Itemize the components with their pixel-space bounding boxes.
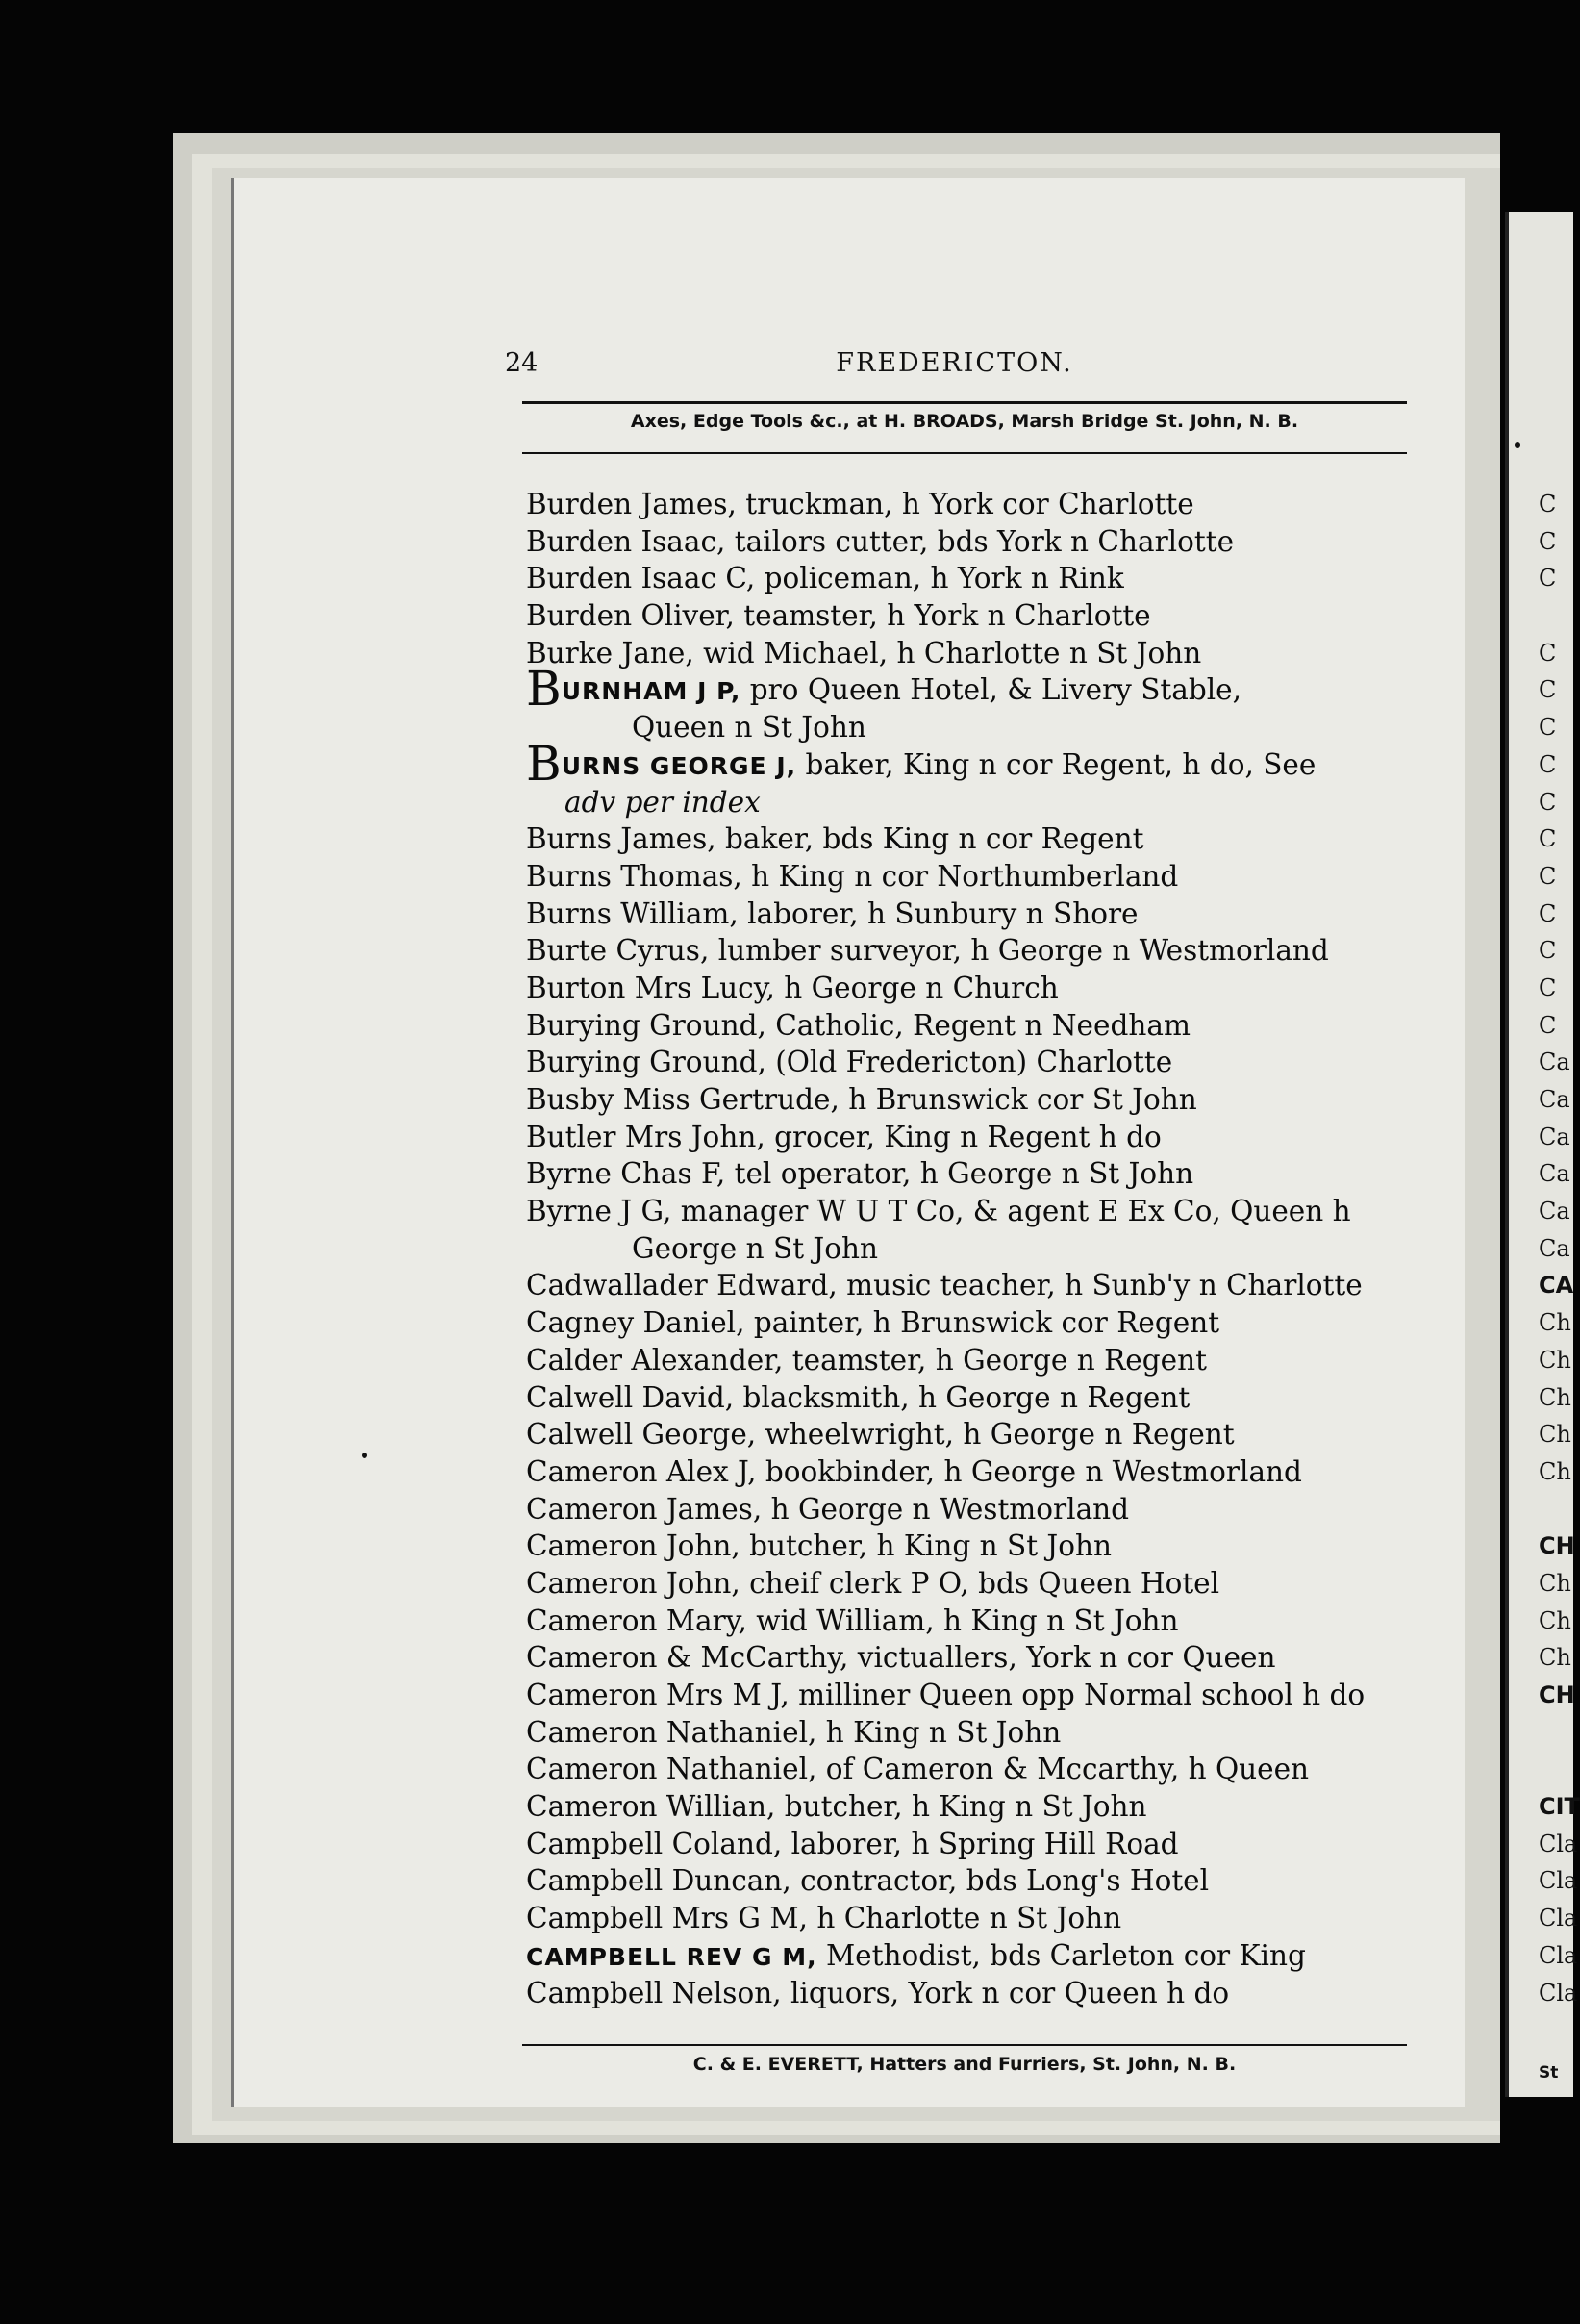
directory-entry xyxy=(526,1007,1420,1045)
directory-entry xyxy=(526,1826,1420,1863)
directory-entry xyxy=(526,1714,1420,1752)
entry-text: Cameron John, butcher, h King n St John xyxy=(526,1529,1113,1563)
facing-page-fragment: Cla xyxy=(1539,1867,1578,1895)
entry-text: Busby Miss Gertrude, h Brunswick cor St John xyxy=(526,1083,1197,1116)
facing-page-fragment: C xyxy=(1539,714,1557,742)
directory-entry xyxy=(526,1862,1420,1900)
directory-entry xyxy=(526,523,1420,561)
facing-page-fragment: Ca xyxy=(1539,1234,1570,1262)
entry-text: Burden Isaac, tailors cutter, bds York n Charlotte xyxy=(526,524,1235,558)
directory-entry xyxy=(526,1900,1420,1937)
facing-page-fragments xyxy=(1539,486,1580,2011)
entry-text: Cameron Nathaniel, h King n St John xyxy=(526,1715,1062,1749)
directory-entry xyxy=(526,784,1420,821)
directory-entry xyxy=(526,1379,1420,1417)
facing-page-fragment: Ch xyxy=(1539,1421,1571,1449)
directory-entry xyxy=(526,1788,1420,1826)
entry-text: Burns Thomas, h King n cor Northumberland xyxy=(526,859,1179,893)
entry-text: Calwell David, blacksmith, h George n Regent xyxy=(526,1380,1191,1414)
directory-entry xyxy=(526,1416,1420,1453)
entry-text: Cameron Alex J, bookbinder, h George n Westmorland xyxy=(526,1454,1302,1488)
entry-text: Burns William, laborer, h Sunbury n Shore xyxy=(526,897,1139,930)
directory-entry xyxy=(526,1453,1420,1491)
facing-page-fragment: Ca xyxy=(1539,1123,1570,1150)
directory-entry xyxy=(526,1193,1420,1230)
facing-page-fragment: Cla xyxy=(1539,1830,1578,1857)
entry-text: Calwell George, wheelwright, h George n Regent xyxy=(526,1418,1235,1452)
directory-entry xyxy=(526,1751,1420,1788)
entry-text: Campbell Duncan, contractor, bds Long's Hotel xyxy=(526,1864,1210,1898)
directory-entry xyxy=(526,1491,1420,1528)
entry-text: baker, King n cor Regent, h do, See xyxy=(796,747,1317,781)
entry-text: Burying Ground, (Old Fredericton) Charlotte xyxy=(526,1046,1173,1079)
facing-page-fragment: Ch xyxy=(1539,1569,1571,1597)
entry-text: Burden Oliver, teamster, h York n Charlotte xyxy=(526,599,1151,633)
facing-page-fragment: Cla xyxy=(1539,1941,1578,1969)
facing-page-fragment: CIT xyxy=(1539,1793,1580,1821)
ink-speck xyxy=(362,1452,367,1458)
drop-capital: B xyxy=(526,735,562,792)
directory-entry xyxy=(526,1565,1420,1603)
directory-entry xyxy=(526,1044,1420,1081)
directory-entry xyxy=(526,1342,1420,1379)
entry-bold-name: CAMPBELL REV G M, xyxy=(526,1942,817,1971)
entry-text: Cameron John, cheif clerk P O, bds Queen Hotel xyxy=(526,1566,1220,1600)
facing-page-fragment: C xyxy=(1539,899,1557,927)
directory-entry xyxy=(526,560,1420,597)
entry-text: Burden James, truckman, h York cor Charlotte xyxy=(526,488,1194,520)
directory-entry xyxy=(526,1677,1420,1714)
entry-text: Byrne J G, manager W U T Co, & agent E Ex Co, Queen h xyxy=(526,1195,1351,1228)
facing-page-fragment: Ch xyxy=(1539,1457,1571,1485)
facing-page-fragment: Ch xyxy=(1539,1644,1571,1672)
facing-page-fragment: Ch xyxy=(1539,1383,1571,1411)
facing-page-footer: St xyxy=(1539,2063,1559,2083)
directory-entry xyxy=(526,597,1420,635)
footer-rule xyxy=(522,2044,1407,2046)
directory-entry xyxy=(526,635,1420,672)
entry-text: Byrne Chas F, tel operator, h George n St John xyxy=(526,1157,1194,1191)
entry-text: Burte Cyrus, lumber surveyor, h George n Westmorland xyxy=(526,934,1329,968)
facing-page-fragment xyxy=(1539,1751,1580,1788)
directory-entry xyxy=(526,1119,1420,1156)
facing-page-fragment: CH xyxy=(1539,1681,1575,1708)
entry-text: Cameron Nathaniel, of Cameron & Mccarthy, h Queen xyxy=(526,1753,1310,1786)
directory-entry xyxy=(526,735,1420,792)
facing-page-fragment: Ca xyxy=(1539,1048,1570,1076)
directory-entry xyxy=(526,709,1420,746)
entry-text: Burton Mrs Lucy, h George n Church xyxy=(526,971,1059,1004)
facing-page-fragment xyxy=(1539,597,1580,635)
entry-text: Burns James, baker, bds King n cor Regent xyxy=(526,822,1144,856)
facing-page-fragment: CH xyxy=(1539,1532,1575,1560)
facing-page-fragment: C xyxy=(1539,1011,1557,1039)
directory-entry xyxy=(526,970,1420,1007)
directory-entry xyxy=(526,1267,1420,1304)
header-rule xyxy=(522,401,1407,404)
directory-entry xyxy=(526,1639,1420,1677)
facing-page-fragment: C xyxy=(1539,973,1557,1001)
entry-text: Burden Isaac C, policeman, h York n Rink xyxy=(526,562,1124,595)
facing-page-fragment: Cla xyxy=(1539,1979,1578,2007)
entry-text: Cadwallader Edward, music teacher, h Sunb'y n Charlotte xyxy=(526,1269,1363,1302)
directory-entry xyxy=(526,932,1420,970)
facing-page-fragment: Ca xyxy=(1539,1198,1570,1225)
directory-entry xyxy=(526,661,1420,718)
ink-speck xyxy=(1515,442,1520,448)
top-advert: Axes, Edge Tools &c., at H. BROADS, Marsh Bridge St. John, N. B. xyxy=(630,411,1299,432)
bottom-advert: C. & E. EVERETT, Hatters and Furriers, St. John, N. B. xyxy=(692,2054,1237,2075)
advert-rule xyxy=(522,452,1407,454)
facing-page-fragment: C xyxy=(1539,565,1557,593)
entry-bold-name: URNS GEORGE J, xyxy=(561,751,797,780)
entry-text: Cameron & McCarthy, victuallers, York n cor Queen xyxy=(526,1641,1276,1675)
entry-text: pro Queen Hotel, & Livery Stable, xyxy=(740,673,1242,707)
page-number: 24 xyxy=(505,348,539,378)
directory-entry xyxy=(526,821,1420,858)
facing-page-fragment: Ch xyxy=(1539,1346,1571,1374)
entry-text: Cameron Willian, butcher, h King n St John xyxy=(526,1790,1147,1824)
directory-entry xyxy=(526,858,1420,896)
facing-page-fragment: Ca xyxy=(1539,1086,1570,1113)
directory-entry xyxy=(526,1975,1420,2012)
entry-text: Cameron Mary, wid William, h King n St John xyxy=(526,1604,1179,1637)
entry-text: Campbell Coland, laborer, h Spring Hill Road xyxy=(526,1827,1179,1860)
directory-entry xyxy=(526,1081,1420,1119)
facing-page-fragment: C xyxy=(1539,527,1557,555)
directory-entry xyxy=(526,1603,1420,1640)
directory-entry xyxy=(526,1937,1420,1975)
facing-page-fragment: C xyxy=(1539,788,1557,816)
entry-bold-name: URNHAM J P, xyxy=(561,677,741,706)
facing-page-fragment: CA xyxy=(1539,1272,1574,1300)
directory-entry xyxy=(526,1230,1420,1268)
facing-page-fragment: Ch xyxy=(1539,1309,1571,1337)
running-head: FREDERICTON. xyxy=(836,348,1073,378)
facing-page-fragment: C xyxy=(1539,937,1557,965)
entry-text: Cameron Mrs M J, milliner Queen opp Normal school h do xyxy=(526,1679,1366,1711)
entry-text: Butler Mrs John, grocer, King n Regent h do xyxy=(526,1120,1162,1153)
entry-text: Campbell Mrs G M, h Charlotte n St John xyxy=(526,1902,1122,1935)
entry-text: Cameron James, h George n Westmorland xyxy=(526,1492,1130,1526)
directory-entries xyxy=(526,486,1420,2011)
entry-text: Methodist, bds Carleton cor King xyxy=(816,1938,1306,1972)
facing-page-fragment: C xyxy=(1539,750,1557,778)
facing-page-fragment: Ca xyxy=(1539,1160,1570,1188)
facing-page-fragment: C xyxy=(1539,639,1557,667)
facing-page-fragment: C xyxy=(1539,862,1557,890)
facing-page-fragment: C xyxy=(1539,825,1557,853)
entry-text: George n St John xyxy=(632,1231,879,1265)
directory-entry xyxy=(526,1155,1420,1193)
directory-entry xyxy=(526,896,1420,933)
facing-page-fragment xyxy=(1539,1491,1580,1528)
facing-page-fragment: Cla xyxy=(1539,1905,1578,1932)
facing-page-fragment: Ch xyxy=(1539,1606,1571,1634)
page-header xyxy=(505,348,1404,387)
entry-text: Calder Alexander, teamster, h George n Regent xyxy=(526,1343,1207,1377)
facing-page-fragment xyxy=(1539,1714,1580,1752)
drop-capital: B xyxy=(526,661,562,718)
entry-text: Queen n St John xyxy=(632,711,866,745)
entry-text: Burying Ground, Catholic, Regent n Needham xyxy=(526,1008,1191,1042)
facing-page-fragment: C xyxy=(1539,676,1557,704)
directory-entry xyxy=(526,1528,1420,1565)
directory-entry xyxy=(526,1304,1420,1342)
directory-entry xyxy=(526,486,1420,523)
entry-text: adv per index xyxy=(564,785,761,819)
entry-text: Burke Jane, wid Michael, h Charlotte n St John xyxy=(526,636,1202,669)
entry-text: Campbell Nelson, liquors, York n cor Queen h do xyxy=(526,1976,1230,2009)
facing-page-fragment: C xyxy=(1539,491,1557,518)
entry-text: Cagney Daniel, painter, h Brunswick cor Regent xyxy=(526,1306,1220,1340)
